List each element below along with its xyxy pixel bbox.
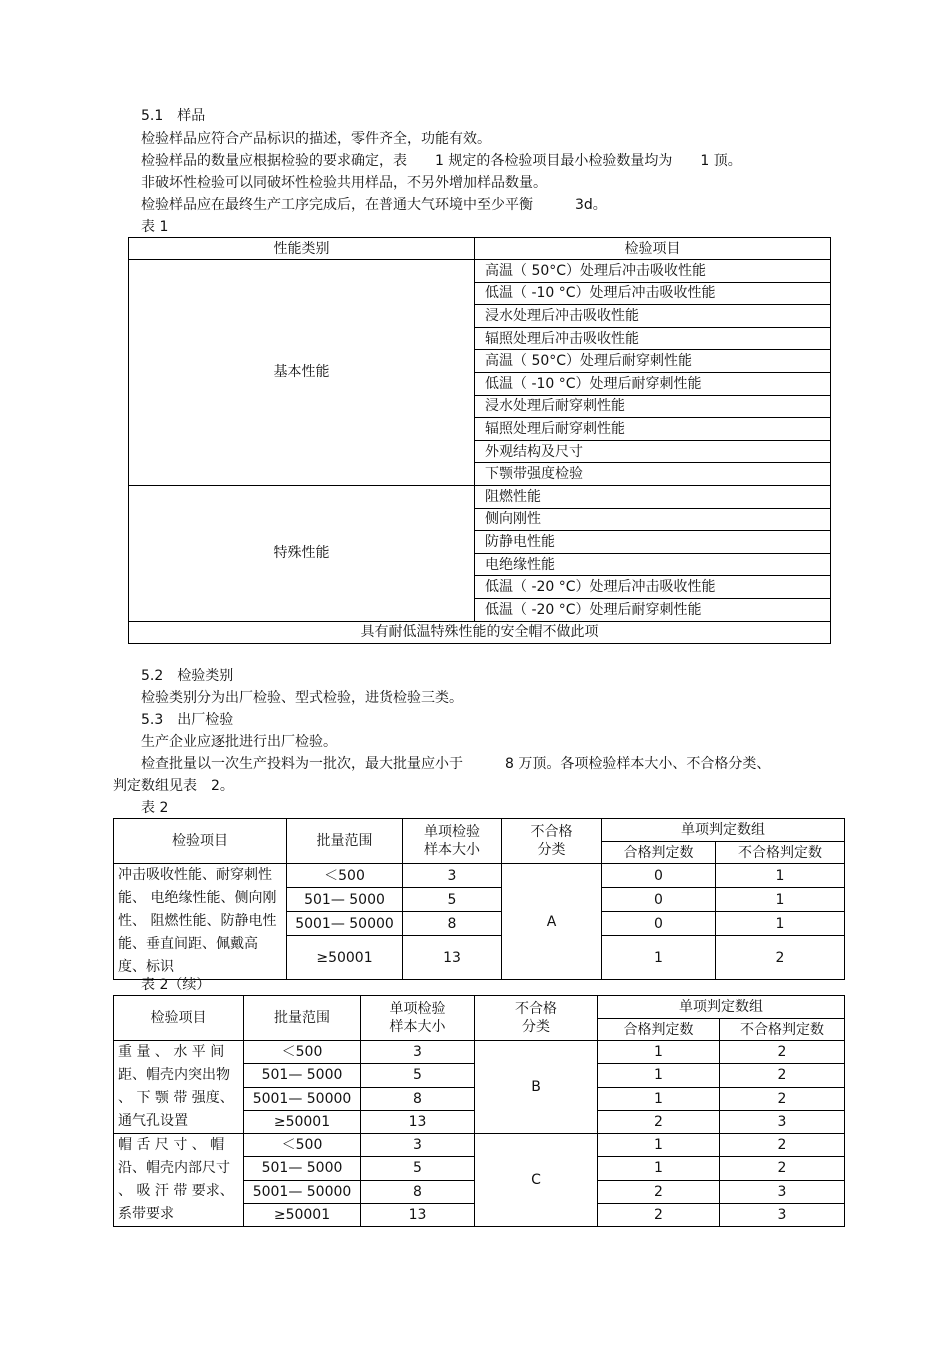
pass-cell: 0 (602, 864, 716, 888)
sample-cell: 13 (361, 1203, 475, 1226)
table-row (114, 1041, 845, 1064)
section-5-2-heading: 5.2 检验类别 (141, 668, 234, 684)
fail-cell: 3 (720, 1110, 845, 1133)
paragraph: 检验样品应符合产品标识的描述，零件齐全，功能有效。 (141, 131, 491, 147)
item-cell: 侧向刚性 (475, 508, 831, 531)
paragraph: 非破坏性检验可以同破坏性检验共用样品，不另外增加样品数量。 (141, 175, 547, 191)
item-cell: 防静电性能 (475, 531, 831, 554)
item-cell: 低温（ -10 °C）处理后耐穿刺性能 (475, 372, 831, 395)
fail-cell: 3 (720, 1203, 845, 1226)
range-cell: ＜500 (244, 1041, 361, 1064)
item-cell: 低温（ -20 °C）处理后耐穿刺性能 (475, 598, 831, 621)
sample-cell: 3 (361, 1134, 475, 1157)
range-cell: 501— 5000 (244, 1157, 361, 1180)
category-cell: 特殊性能 (129, 485, 475, 621)
header-category: 性能类别 (129, 238, 475, 260)
table-footnote: 具有耐低温特殊性能的安全帽不做此项 (129, 621, 831, 644)
table-row (129, 260, 831, 283)
class-cell: C (475, 1134, 598, 1227)
table-header-row (114, 996, 845, 1019)
paragraph: 检验类别分为出厂检验、型式检验，进货检验三类。 (141, 690, 463, 706)
table-2-continued (113, 995, 845, 1227)
header-group: 单项判定数组 (602, 819, 845, 842)
pass-cell: 1 (602, 936, 716, 980)
sample-cell: 3 (361, 1041, 475, 1064)
table-header-row (114, 819, 845, 842)
fail-cell: 2 (720, 1041, 845, 1064)
pass-cell: 0 (602, 911, 716, 935)
sample-cell: 5 (403, 888, 502, 911)
range-cell: ≥50001 (244, 1203, 361, 1226)
table-1-caption: 表 1 (141, 219, 169, 235)
sample-cell: 5 (361, 1064, 475, 1087)
fail-cell: 2 (720, 1157, 845, 1180)
range-cell: 501— 5000 (244, 1064, 361, 1087)
paragraph: 检验样品的数量应根据检验的要求确定，表 1 规定的各检验项目最小检验数量均为 1 顶。 (141, 153, 742, 169)
pass-cell: 1 (598, 1064, 720, 1087)
sample-cell: 13 (403, 936, 502, 980)
range-cell: 501— 5000 (287, 888, 403, 911)
table-2 (113, 818, 845, 980)
item-cell: 冲击吸收性能、耐穿刺性能、 电绝缘性能、侧向刚性、 阻燃性能、防静电性能、垂直间距、佩戴高度、标识 (114, 864, 287, 980)
range-cell: ＜500 (287, 864, 403, 888)
range-cell: ≥50001 (287, 936, 403, 980)
range-cell: ＜500 (244, 1134, 361, 1157)
header-item: 检验项目 (114, 996, 244, 1041)
sample-cell: 8 (361, 1087, 475, 1110)
sample-cell: 5 (361, 1157, 475, 1180)
fail-cell: 1 (716, 911, 845, 935)
paragraph: 检查批量以一次生产投料为一批次，最大批量应小于 8 万顶。各项检验样本大小、不合格分类、 (141, 756, 771, 772)
class-cell: B (475, 1041, 598, 1134)
table-footer-row (129, 621, 831, 644)
category-cell: 基本性能 (129, 260, 475, 486)
paragraph: 判定数组见表 2。 (113, 778, 234, 794)
item-cell: 电绝缘性能 (475, 553, 831, 576)
header-pass: 合格判定数 (598, 1019, 720, 1041)
item-cell: 下颚带强度检验 (475, 463, 831, 486)
header-item: 检验项目 (475, 238, 831, 260)
section-5-1-heading: 5.1 样品 (141, 108, 206, 124)
item-cell: 低温（ -20 °C）处理后冲击吸收性能 (475, 576, 831, 599)
item-cell: 高温（ 50°C）处理后冲击吸收性能 (475, 260, 831, 283)
item-cell: 阻燃性能 (475, 485, 831, 508)
header-class: 不合格 分类 (475, 996, 598, 1041)
item-cell: 重 量 、 水 平 间距、帽壳内突出物 、 下 颚 带 强度、通气孔设置 (114, 1041, 244, 1134)
item-cell: 辐照处理后冲击吸收性能 (475, 327, 831, 350)
pass-cell: 1 (598, 1087, 720, 1110)
pass-cell: 0 (602, 888, 716, 911)
header-group: 单项判定数组 (598, 996, 845, 1019)
item-cell: 浸水处理后耐穿刺性能 (475, 395, 831, 418)
item-cell: 帽 舌 尺 寸 、 帽沿、帽壳内部尺寸 、 吸 汗 带 要求、系带要求 (114, 1134, 244, 1227)
fail-cell: 1 (716, 888, 845, 911)
header-item: 检验项目 (114, 819, 287, 864)
header-sample: 单项检验 样本大小 (361, 996, 475, 1041)
paragraph: 生产企业应逐批进行出厂检验。 (141, 734, 337, 750)
pass-cell: 1 (598, 1157, 720, 1180)
item-cell: 高温（ 50°C）处理后耐穿刺性能 (475, 350, 831, 373)
sample-cell: 8 (403, 911, 502, 935)
header-pass: 合格判定数 (602, 842, 716, 864)
sample-cell: 8 (361, 1180, 475, 1203)
header-sample: 单项检验 样本大小 (403, 819, 502, 864)
fail-cell: 2 (716, 936, 845, 980)
item-cell: 浸水处理后冲击吸收性能 (475, 305, 831, 328)
header-class: 不合格 分类 (502, 819, 602, 864)
table-2-continued-caption: 表 2（续） (141, 977, 211, 993)
pass-cell: 2 (598, 1203, 720, 1226)
table-row (114, 1134, 845, 1157)
table-2-caption: 表 2 (141, 800, 169, 816)
fail-cell: 1 (716, 864, 845, 888)
table-1 (128, 237, 831, 644)
sample-cell: 3 (403, 864, 502, 888)
table-header-row (129, 238, 831, 260)
range-cell: 5001— 50000 (287, 911, 403, 935)
paragraph: 检验样品应在最终生产工序完成后，在普通大气环境中至少平衡 3d。 (141, 197, 607, 213)
section-5-3-heading: 5.3 出厂检验 (141, 712, 234, 728)
table-row (114, 864, 845, 888)
item-cell: 外观结构及尺寸 (475, 440, 831, 463)
header-range: 批量范围 (287, 819, 403, 864)
table-row (129, 485, 831, 508)
fail-cell: 2 (720, 1134, 845, 1157)
fail-cell: 3 (720, 1180, 845, 1203)
pass-cell: 1 (598, 1134, 720, 1157)
pass-cell: 2 (598, 1180, 720, 1203)
fail-cell: 2 (720, 1087, 845, 1110)
pass-cell: 1 (598, 1041, 720, 1064)
class-cell: A (502, 864, 602, 980)
header-fail: 不合格判定数 (716, 842, 845, 864)
sample-cell: 13 (361, 1110, 475, 1133)
header-range: 批量范围 (244, 996, 361, 1041)
range-cell: 5001— 50000 (244, 1180, 361, 1203)
fail-cell: 2 (720, 1064, 845, 1087)
header-fail: 不合格判定数 (720, 1019, 845, 1041)
item-cell: 辐照处理后耐穿刺性能 (475, 418, 831, 441)
pass-cell: 2 (598, 1110, 720, 1133)
item-cell: 低温（ -10 °C）处理后冲击吸收性能 (475, 282, 831, 305)
range-cell: 5001— 50000 (244, 1087, 361, 1110)
range-cell: ≥50001 (244, 1110, 361, 1133)
